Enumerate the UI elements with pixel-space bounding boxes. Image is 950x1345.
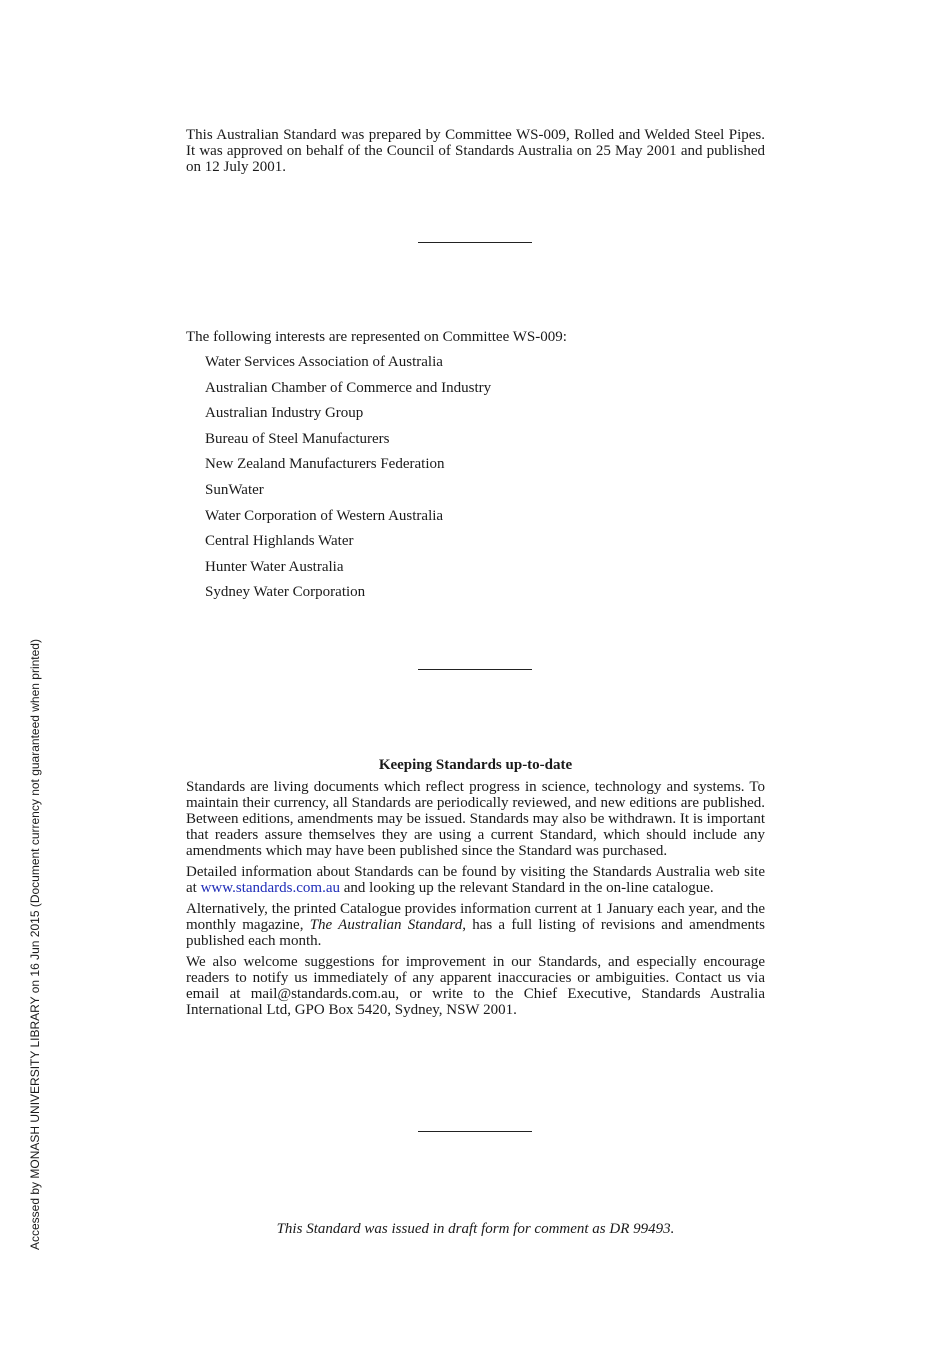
standards-website-link[interactable]: www.standards.com.au <box>200 880 340 896</box>
divider-rule <box>418 669 532 670</box>
keeping-paragraph-4: We also welcome suggestions for improvement in our Standards, and especially encourage readers to notify us immediately of any apparent inaccuracies or ambiguities. Contact us via email at mail@standards.com.au, or write to the Chief Executive, Standards Australia International Ltd, GPO Box 5420, Sydney, NSW 2001. <box>186 954 765 1018</box>
list-item: Central Highlands Water <box>205 533 354 550</box>
preparation-notice: This Australian Standard was prepared by Committee WS-009, Rolled and Welded Steel Pipes. It was approved on behalf of the Council of Standards Australia on 25 May 2001 and published on 12 July 2001. <box>186 127 765 175</box>
divider-rule <box>418 242 532 243</box>
keeping-paragraph-1: Standards are living documents which reflect progress in science, technology and systems. To maintain their currency, all Standards are periodically reviewed, and new editions are published. Between editions, amendments may be issued. Standards may also be withdrawn. It is important that readers assure themselves they are using a current Standard, which should include any amendments which may have been published since the Standard was purchased. <box>186 779 765 859</box>
paragraph-text: , has a full listing of revisions and amendments published each month. <box>186 917 765 949</box>
magazine-title: The Australian Standard <box>309 917 463 933</box>
access-watermark: Accessed by MONASH UNIVERSITY LIBRARY on 16 Jun 2015 (Document currency not guaranteed when printed) <box>28 639 42 1250</box>
list-item: New Zealand Manufacturers Federation <box>205 456 445 473</box>
list-item: Sydney Water Corporation <box>205 584 366 601</box>
list-item: SunWater <box>205 481 264 498</box>
list-item: Hunter Water Australia <box>205 558 344 575</box>
list-item: Water Services Association of Australia <box>205 354 443 370</box>
draft-footnote: This Standard was issued in draft form for comment as DR 99493. <box>276 1221 675 1237</box>
list-item: Bureau of Steel Manufacturers <box>205 430 390 447</box>
list-item: Water Corporation of Western Australia <box>205 507 444 524</box>
divider-rule <box>418 1131 532 1132</box>
keeping-heading: Keeping Standards up-to-date <box>378 757 573 773</box>
keeping-paragraph-2 <box>186 864 765 896</box>
list-item: Australian Industry Group <box>205 405 364 422</box>
committee-member-list <box>205 354 491 610</box>
list-item: Australian Chamber of Commerce and Industry <box>205 379 492 396</box>
paragraph-text: and looking up the relevant Standard in the on-line catalogue. <box>340 880 714 896</box>
interests-intro: The following interests are represented on Committee WS-009: <box>186 329 567 345</box>
paragraph-text: Alternatively, the printed Catalogue provides information current at 1 January each year, and the monthly magazine, <box>186 901 765 933</box>
keeping-section <box>186 779 765 1023</box>
keeping-paragraph-3 <box>186 901 765 949</box>
paragraph-text: Detailed information about Standards can be found by visiting the Standards Australia web site at <box>186 864 765 896</box>
